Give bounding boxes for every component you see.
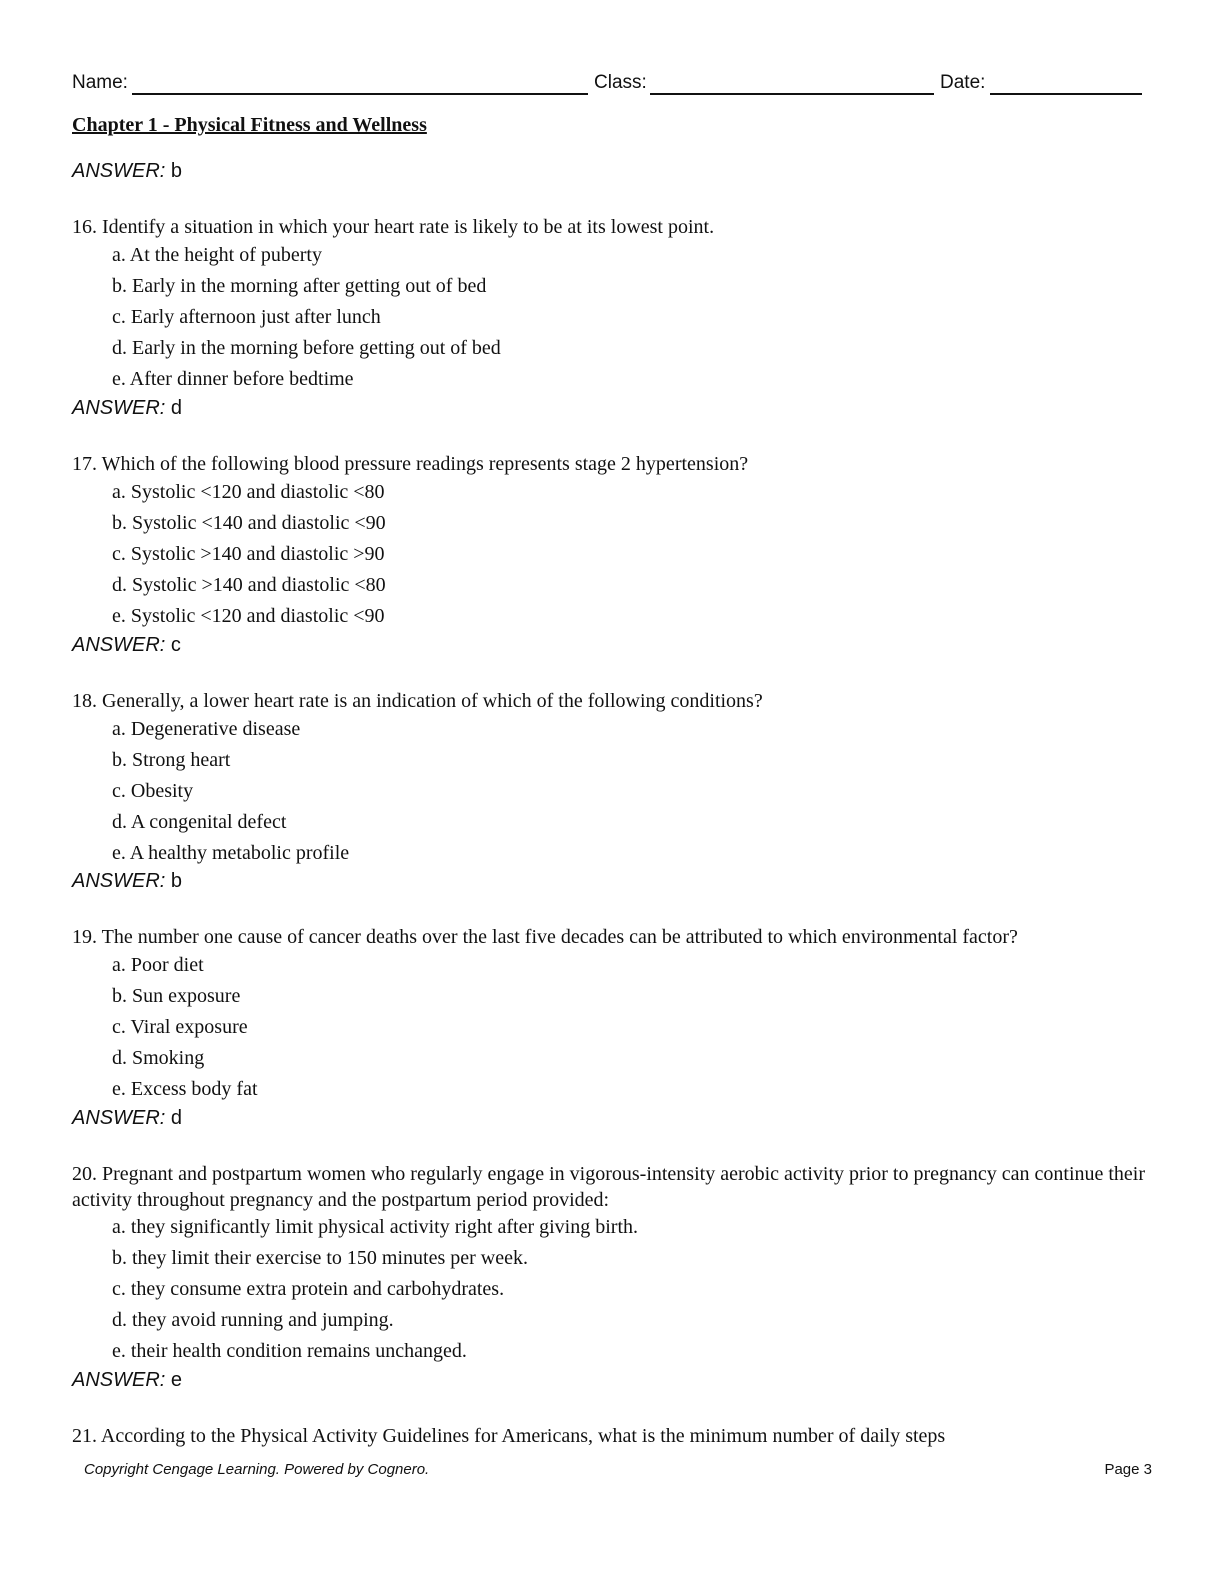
answer-label: ANSWER: (72, 1107, 166, 1129)
option-b: b. Systolic <140 and diastolic <90 (112, 512, 386, 534)
student-info-header (72, 72, 1144, 98)
footer-copyright: Copyright Cengage Learning. Powered by Cognero. (84, 1461, 430, 1478)
name-label: Name: (72, 72, 128, 93)
answer-label: ANSWER: (72, 397, 166, 419)
answer-value: d (170, 397, 183, 419)
option-c: c. Obesity (112, 780, 194, 802)
option-c: c. they consume extra protein and carbohydrates. (112, 1278, 505, 1300)
date-field-line (990, 93, 1142, 95)
option-d: d. Systolic >140 and diastolic <80 (112, 574, 386, 596)
option-a: a. they significantly limit physical activity right after giving birth. (112, 1216, 638, 1238)
answer-label: ANSWER: (72, 1369, 166, 1391)
answer-value: b (170, 160, 183, 182)
answer-line (72, 634, 181, 657)
option-c: c. Systolic >140 and diastolic >90 (112, 543, 385, 565)
answer-value: c (170, 634, 181, 656)
option-b: b. Sun exposure (112, 985, 241, 1007)
answer-options (112, 716, 349, 871)
answer-label: ANSWER: (72, 160, 166, 182)
option-d: d. Early in the morning before getting out of bed (112, 337, 501, 359)
option-a: a. Degenerative disease (112, 718, 301, 740)
option-a: a. Systolic <120 and diastolic <80 (112, 481, 385, 503)
answer-line (72, 160, 182, 183)
class-field-line (650, 93, 934, 95)
name-field-line (132, 93, 588, 95)
answer-options (112, 952, 258, 1107)
question-text: 19. The number one cause of cancer deaths over the last five decades can be attributed to which environmental factor? (72, 926, 1018, 948)
answer-line (72, 1107, 182, 1130)
option-b: b. Early in the morning after getting out of bed (112, 275, 487, 297)
option-c: c. Viral exposure (112, 1016, 248, 1038)
page-number: Page 3 (1104, 1461, 1152, 1478)
answer-options (112, 479, 386, 634)
answer-line (72, 397, 182, 420)
question-text: 21. According to the Physical Activity Guidelines for Americans, what is the minimum number of daily steps (72, 1425, 946, 1447)
answer-line (72, 870, 182, 893)
question-text: 18. Generally, a lower heart rate is an indication of which of the following conditions? (72, 690, 763, 712)
answer-line (72, 1369, 182, 1392)
answer-value: b (170, 870, 183, 892)
option-d: d. Smoking (112, 1047, 205, 1069)
option-e: e. Systolic <120 and diastolic <90 (112, 605, 385, 627)
option-b: b. Strong heart (112, 749, 231, 771)
option-b: b. they limit their exercise to 150 minutes per week. (112, 1247, 528, 1269)
question-text: 16. Identify a situation in which your heart rate is likely to be at its lowest point. (72, 216, 715, 238)
question-text: 20. Pregnant and postpartum women who regularly engage in vigorous-intensity aerobic activity prior to pregnancy can continue their activity throughout pregnancy and the postpartum period provided: (72, 1163, 1146, 1211)
option-d: d. A congenital defect (112, 811, 287, 833)
option-c: c. Early afternoon just after lunch (112, 306, 381, 328)
answer-label: ANSWER: (72, 634, 166, 656)
option-a: a. Poor diet (112, 954, 204, 976)
option-e: e. their health condition remains unchanged. (112, 1340, 467, 1362)
date-label: Date: (940, 72, 986, 93)
option-a: a. At the height of puberty (112, 244, 322, 266)
question-text: 17. Which of the following blood pressure readings represents stage 2 hypertension? (72, 453, 749, 475)
answer-options (112, 242, 501, 397)
option-d: d. they avoid running and jumping. (112, 1309, 394, 1331)
class-label: Class: (594, 72, 647, 93)
answer-options (112, 1214, 638, 1369)
answer-value: e (170, 1369, 183, 1391)
option-e: e. A healthy metabolic profile (112, 842, 350, 864)
answer-value: d (170, 1107, 183, 1129)
option-e: e. Excess body fat (112, 1078, 258, 1100)
chapter-title: Chapter 1 - Physical Fitness and Wellness (72, 114, 427, 136)
option-e: e. After dinner before bedtime (112, 368, 354, 390)
answer-label: ANSWER: (72, 870, 166, 892)
